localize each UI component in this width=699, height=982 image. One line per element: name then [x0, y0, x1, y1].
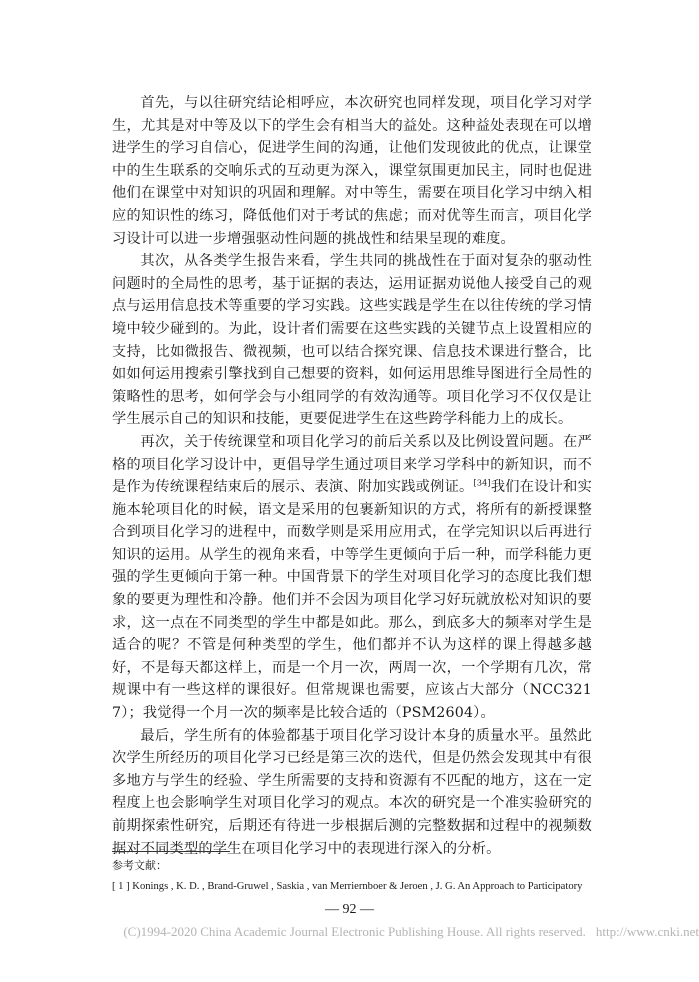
footer-url[interactable]: http://www.cnki.net [595, 924, 699, 939]
article-body [112, 92, 592, 860]
paragraph-third-text-after: 我们在设计和实施本轮项目化的时候，语文是采用的包裹新知识的方式，将所有的新授课整合到项目化学习的进程中，而数学则是采用应用式，在学完知识以后再进行知识的运用。从学生的视角来看，中等学生更倾向于后一种，而学科能力更强的学生更倾向于第一种。中国背景下的学生对项目化学习的态度比我们想象的要更为理性和冷静。他们并不会因为项目化学习好玩就放松对知识的要求，这一点在不同类型的学生中都是如此。那么，到底多大的频率对学生是适合的呢？不管是何种类型的学生，他们都并不认为这样的课上得越多越好，不是每天都这样上，而是一个月一次，两周一次，一个学期有几次，常规课中有一些这样的课很好。但常规课也需要，应该占大部分（NCC3217）；我觉得一个月一次的频率是比较合适的（PSM2604）。 [112, 479, 592, 722]
paragraph-third-text-before: 再次，关于传统课堂和项目化学习的前后关系以及比例设置问题。在严格的项目化学习设计中，更倡导学生通过项目来学习学科中的新知识，而不是作为传统课程结束后的展示、表演、附加实践或例证。 [112, 433, 592, 496]
footnote-divider [112, 851, 230, 852]
reference-item: [ 1 ] Konings , K. D. , Brand-Gruwel , Saskia , van Merriernboer & Jeroen , J. G. An Approach to Participatory [112, 881, 583, 892]
citation-marker[interactable]: [34] [473, 478, 491, 488]
paragraph-third [112, 431, 592, 725]
page-number: — 92 — [325, 902, 374, 917]
copyright-footer [0, 924, 699, 940]
paragraph-fourth: 最后，学生所有的体验都基于项目化学习设计本身的质量水平。虽然此次学生所经历的项目化学习已经是第三次的迭代，但是仍然会发现其中有很多地方与学生的经验、学生所需要的支持和资源有不匹配的地方，这在一定程度上也会影响学生对项目化学习的观点。本次的研究是一个准实验研究的前期探索性研究，后期还有待进一步根据后测的完整数据和过程中的视频数据对不同类型的学生在项目化学习中的表现进行深入的分析。 [112, 727, 592, 857]
references-heading: 参考文献： [112, 859, 167, 872]
paragraph-second: 其次，从各类学生报告来看，学生共同的挑战性在于面对复杂的驱动性问题时的全局性的思考，基于证据的表达，运用证据劝说他人接受自己的观点与运用信息技术等重要的学习实践。这些实践是学生在以往传统的学习情境中较少碰到的。为此，设计者们需要在这些实践的关键节点上设置相应的支持，比如微报告、微视频，也可以结合探究课、信息技术课进行整合，比如如何运用搜索引擎找到自己想要的资料，如何运用思维导图进行全局性的策略性的思考，如何学会与小组同学的有效沟通等。项目化学习不仅仅是让学生展示自己的知识和技能，更要促进学生在这些跨学科能力上的成长。 [112, 253, 592, 428]
copyright-text: (C)1994-2020 China Academic Journal Electronic Publishing House. All rights reserved. [123, 924, 586, 939]
paragraph-first: 首先，与以往研究结论相呼应，本次研究也同样发现，项目化学习对学生，尤其是对中等及以下的学生会有相当大的益处。这种益处表现在可以增进学生的学习自信心，促进学生间的沟通，让他们发现彼此的优点，让课堂中的生生联系的交响乐式的互动更为深入，课堂氛围更加民主，同时也促进他们在课堂中对知识的巩固和理解。对中等生，需要在项目化学习中纳入相应的知识性的练习，降低他们对于考试的焦虑；而对优等生而言，项目化学习设计可以进一步增强驱动性问题的挑战性和结果呈现的难度。 [112, 95, 592, 247]
